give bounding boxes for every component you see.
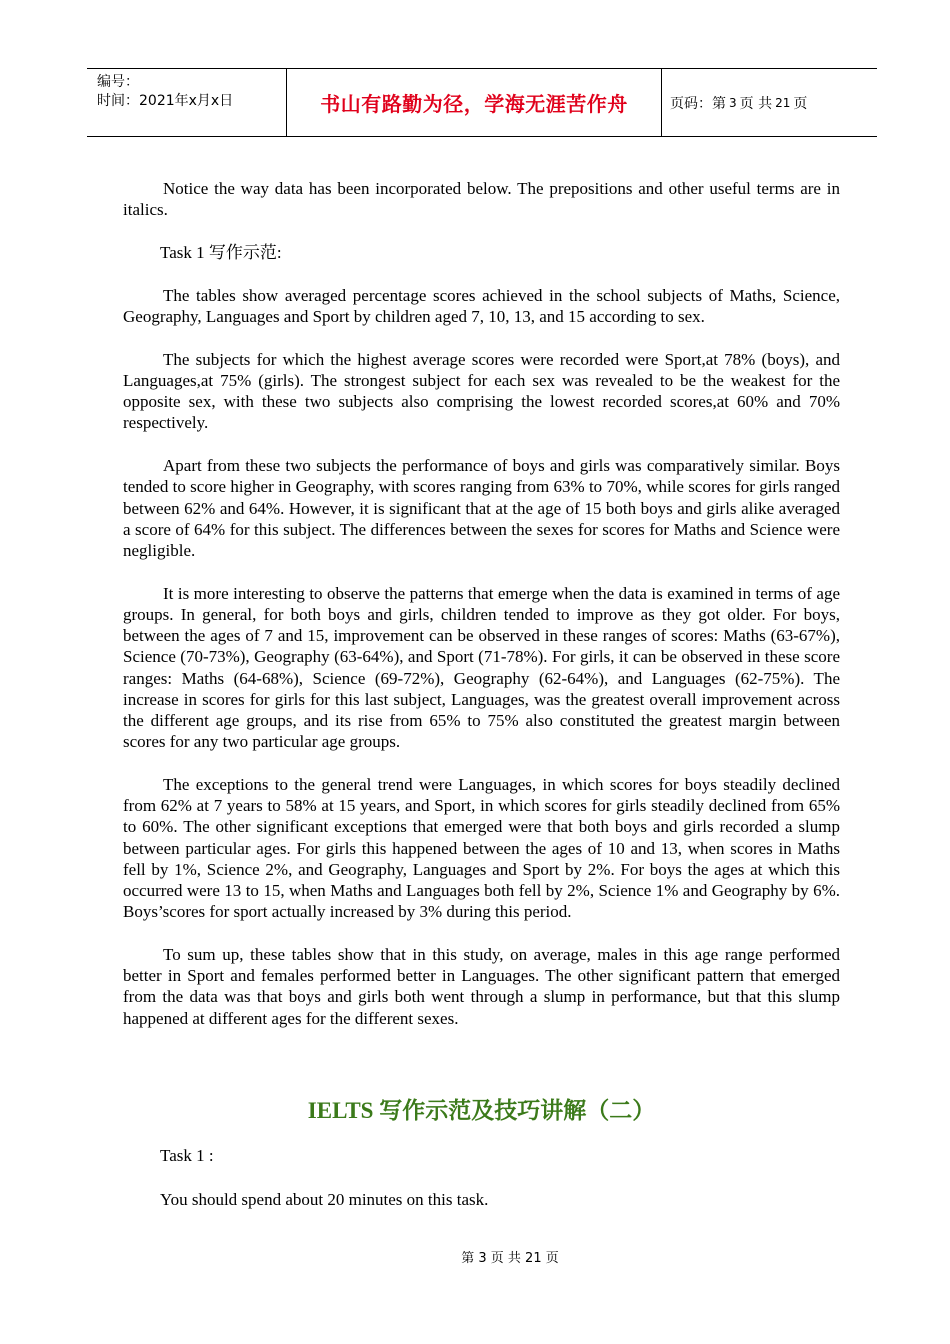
body-text <box>123 178 840 1050</box>
page-footer: 第 3 页 共 21 页 <box>461 1251 559 1266</box>
time-label: 时间：2021年x月x日 <box>97 93 234 109</box>
paragraph-intro: Notice the way data has been incorporated below. The prepositions and other useful terms are in italics. <box>123 179 840 220</box>
page-total: 21 <box>775 95 791 110</box>
serial-label: 编号： <box>97 74 139 90</box>
task-label: Task 1 : <box>160 1146 214 1165</box>
paragraph: Apart from these two subjects the performance of boys and girls was comparatively similar. Boys tended to score higher in Geography, with scores ranging from 63% to 70%, while scores for girls ranged between 62% and 64%. However, it is significant that at the age of 15 both boys and girls alike averaged a score of 64% for this subject. The differences between the sexes for scores for Maths and Science were negligible. <box>123 456 840 561</box>
page-header <box>87 68 877 137</box>
header-motto: 书山有路勤为径，学海无涯苦作舟 <box>287 69 662 136</box>
page-mid: 页 共 <box>739 95 773 112</box>
paragraph: The exceptions to the general trend were Languages, in which scores for boys steadily declined from 62% at 7 years to 58% at 15 years, and Sport, in which scores for girls steadily declined from 65% to 60%. The other significant exceptions that emerged were that both boys and girls recorded a slump between particular ages. For girls this happened between the ages of 10 and 13, when scores in Maths fell by 1%, Science 2%, and Geography, Languages and Sport by 2%. For boys the ages at which this occurred were 13 to 15, when Maths and Languages both fell by 2%, Science 1% and Geography by 6%. Boys’scores for sport actually increased by 3% during this period. <box>123 775 840 922</box>
task-example-label: Task 1 写作示范: <box>160 243 282 262</box>
paragraph: The tables show averaged percentage scores achieved in the school subjects of Maths, Science, Geography, Languages and Sport by children aged 7, 10, 13, and 15 according to sex. <box>123 285 840 326</box>
paragraph: It is more interesting to observe the patterns that emerge when the data is examined in terms of age groups. In general, for both boys and girls, children tended to improve as they got older. For boys, between the ages of 7 and 15, improvement can be observed in these ranges of scores: Maths (63-67%), Science (70-73%), Geography (63-64%), and Sport (71-78%). For girls, it can be observed in these score ranges: Maths (64-68%), Science (69-72%), Geography (62-64%), and Languages (62-75%). The increase in scores for girls for this last subject, Languages, was the greatest overall improvement across the different age groups, and its rise from 65% to 75% also constituted the greatest margin between scores for any two particular age groups. <box>123 583 840 752</box>
page-current: 3 <box>729 95 737 110</box>
section-title: IELTS 写作示范及技巧讲解（二） <box>307 1098 656 1123</box>
page-prefix: 页码：第 <box>670 95 726 112</box>
page-suffix: 页 <box>793 95 808 112</box>
paragraph: To sum up, these tables show that in this study, on average, males in this age range performed better in Sport and females performed better in Languages. The other significant pattern that emerged from the data was that boys and girls both went through a slump in performance, but that this slump happened at different ages for the different sexes. <box>123 945 840 1028</box>
paragraph: The subjects for which the highest average scores were recorded were Sport,at 78% (boys), and Languages,at 75% (girls). The strongest subject for each sex was revealed to be the weakest for the opposite sex, with these two subjects also comprising the lowest recorded scores,at 60% and 70% respectively. <box>123 349 840 433</box>
header-meta <box>87 69 287 136</box>
task-instruction: You should spend about 20 minutes on this task. <box>160 1190 489 1209</box>
header-page-info <box>662 69 877 136</box>
task-section <box>160 1145 840 1233</box>
